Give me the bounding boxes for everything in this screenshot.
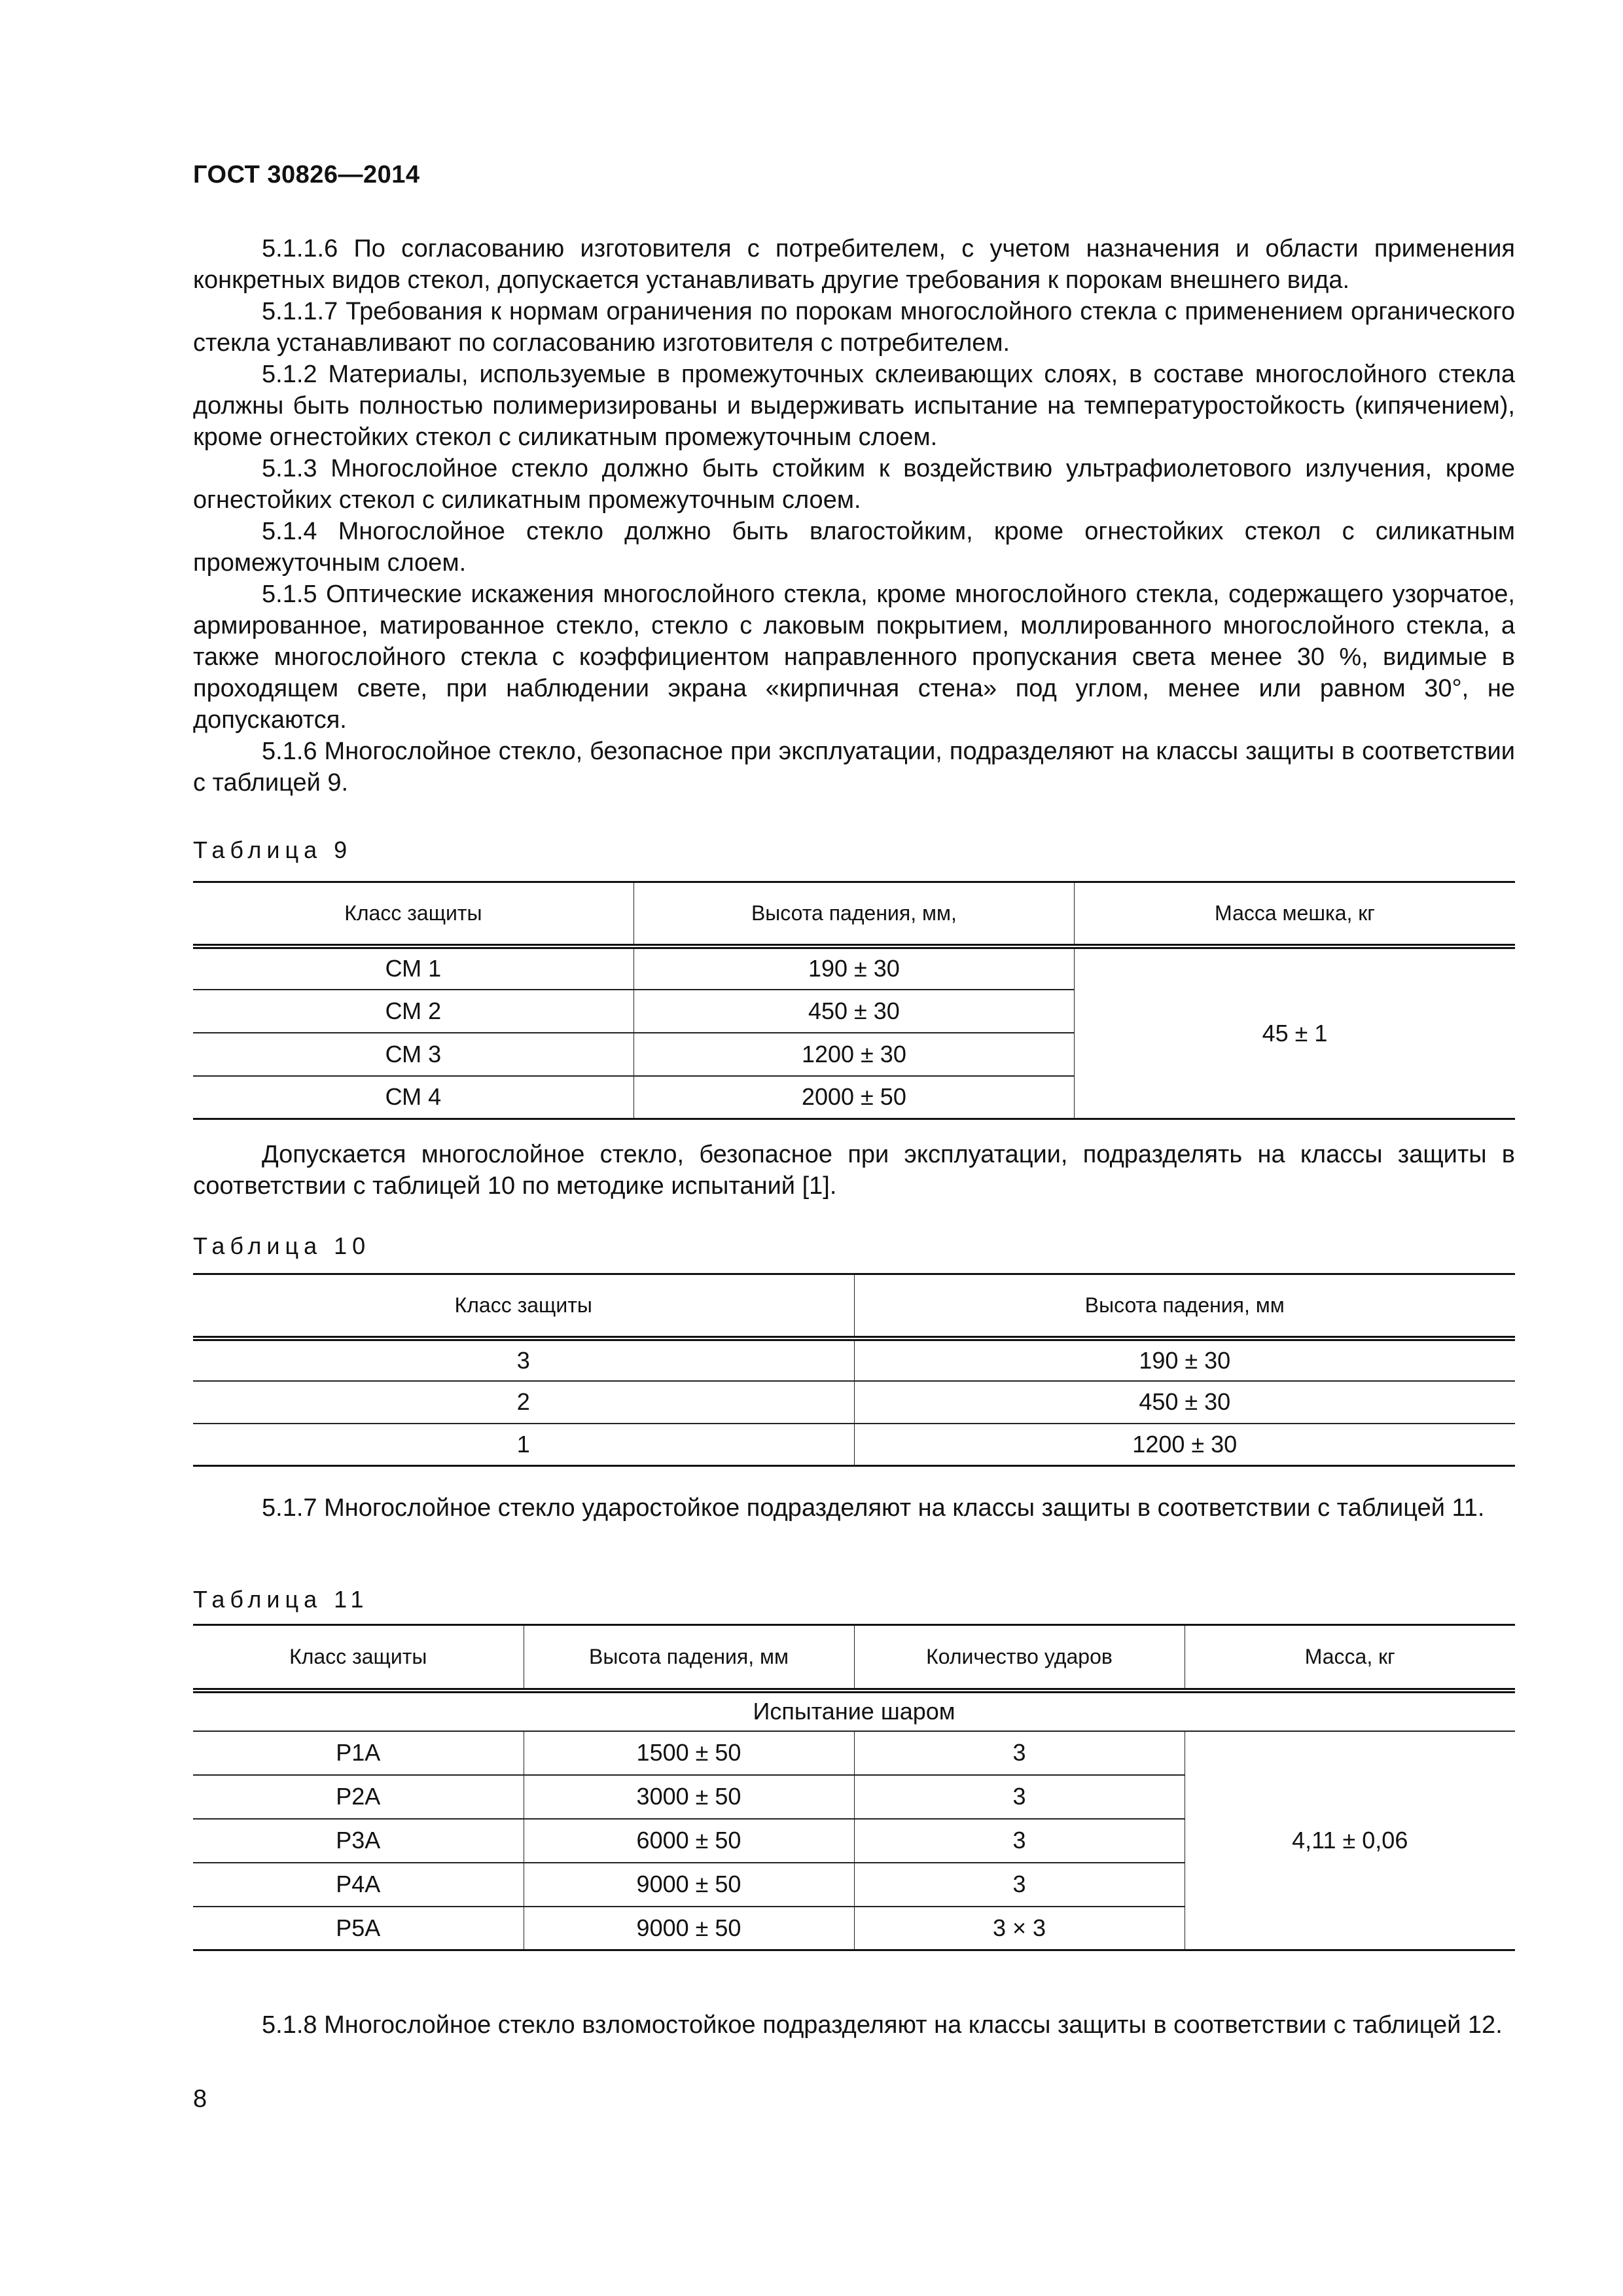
table-11-cell-class: Р4А bbox=[193, 1863, 524, 1907]
table-9-cell-class: СМ 1 bbox=[193, 946, 633, 990]
table-11-cell-class: Р2А bbox=[193, 1775, 524, 1819]
table-11-header-mass: Масса, кг bbox=[1185, 1625, 1515, 1691]
section-text-5-1-8 bbox=[193, 2009, 1515, 2041]
paragraph-5-1-3: 5.1.3 Многослойное стекло должно быть стойким к воздействию ультрафиолетового излучения, кроме огнестойких стекол с силикатным промежуточным слоем. bbox=[193, 455, 1515, 514]
table-10 bbox=[193, 1273, 1515, 1467]
paragraph-5-1-2: 5.1.2 Материалы, используемые в промежуточных склеивающих слоях, в составе многослойного стекла должны быть полностью полимеризированы и выдерживать испытание на температуростойкость (кипячением), кроме огнестойких стекол с силикатным промежуточным слоем. bbox=[193, 361, 1515, 451]
table-10-cell-height: 190 ± 30 bbox=[854, 1338, 1515, 1381]
table-9-cell-height: 190 ± 30 bbox=[633, 946, 1074, 990]
table-10-cell-class: 1 bbox=[193, 1424, 854, 1466]
table-9-cell-height: 1200 ± 30 bbox=[633, 1033, 1074, 1076]
table-11-cell-mass: 4,11 ± 0,06 bbox=[1185, 1731, 1515, 1950]
section-text-5-1-7 bbox=[193, 1492, 1515, 1524]
section-text-top bbox=[193, 233, 1515, 798]
table-11-header-height: Высота падения, мм bbox=[524, 1625, 854, 1691]
table-9-cell-mass: 45 ± 1 bbox=[1075, 946, 1515, 1119]
table-11-section-ball-test: Испытание шаром bbox=[193, 1691, 1515, 1731]
table-11-cell-height: 6000 ± 50 bbox=[524, 1819, 854, 1863]
table-11-cell-impacts: 3 bbox=[854, 1863, 1185, 1907]
table-row bbox=[193, 946, 1515, 990]
document-header: ГОСТ 30826—2014 bbox=[193, 161, 420, 188]
table-11-cell-height: 9000 ± 50 bbox=[524, 1863, 854, 1907]
table-11-cell-class: Р5А bbox=[193, 1907, 524, 1950]
table-9-cell-class: СМ 2 bbox=[193, 990, 633, 1033]
table-11-cell-height: 3000 ± 50 bbox=[524, 1775, 854, 1819]
table-row bbox=[193, 1424, 1515, 1466]
page-number: 8 bbox=[193, 2085, 207, 2113]
table-10-cell-class: 2 bbox=[193, 1381, 854, 1424]
table-11-caption: Таблица 11 bbox=[193, 1586, 369, 1613]
table-9-header-mass: Масса мешка, кг bbox=[1075, 882, 1515, 946]
table-9 bbox=[193, 881, 1515, 1120]
table-9-header-height: Высота падения, мм, bbox=[633, 882, 1074, 946]
table-9-cell-class: СМ 3 bbox=[193, 1033, 633, 1076]
table-row bbox=[193, 1731, 1515, 1775]
table-11-cell-height: 1500 ± 50 bbox=[524, 1731, 854, 1775]
table-9-cell-height: 450 ± 30 bbox=[633, 990, 1074, 1033]
table-section-row bbox=[193, 1691, 1515, 1731]
table-11-cell-impacts: 3 × 3 bbox=[854, 1907, 1185, 1950]
table-10-header-height: Высота падения, мм bbox=[854, 1274, 1515, 1338]
paragraph-5-1-1-7: 5.1.1.7 Требования к нормам ограничения по порокам многослойного стекла с применением органического стекла устанавливают по согласованию изготовителя с потребителем. bbox=[193, 298, 1515, 357]
table-10-cell-height: 1200 ± 30 bbox=[854, 1424, 1515, 1466]
table-10-cell-class: 3 bbox=[193, 1338, 854, 1381]
table-9-cell-height: 2000 ± 50 bbox=[633, 1076, 1074, 1119]
table-11-header-impacts: Количество ударов bbox=[854, 1625, 1185, 1691]
paragraph-5-1-1-6: 5.1.1.6 По согласованию изготовителя с потребителем, с учетом назначения и области применения конкретных видов стекол, допускается устанавливать другие требования к порокам внешнего вида. bbox=[193, 235, 1515, 294]
paragraph-5-1-7: 5.1.7 Многослойное стекло ударостойкое подразделяют на классы защиты в соответствии с таблицей 11. bbox=[262, 1494, 1485, 1522]
section-text-after-table-9 bbox=[193, 1139, 1515, 1202]
paragraph-5-1-4: 5.1.4 Многослойное стекло должно быть влагостойким, кроме огнестойких стекол с силикатным промежуточным слоем. bbox=[193, 518, 1515, 577]
table-row bbox=[193, 1381, 1515, 1424]
paragraph-5-1-5: 5.1.5 Оптические искажения многослойного стекла, кроме многослойного стекла, содержащего узорчатое, армированное, матированное стекло, стекло с лаковым покрытием, моллированного многослойного стекла, а также многослойного стекла с коэффициентом направленного пропускания света менее 30 %, видимые в проходящем свете, при наблюдении экрана «кирпичная стена» под углом, менее или равном 30°, не допускаются. bbox=[193, 581, 1515, 734]
table-11-cell-class: Р3А bbox=[193, 1819, 524, 1863]
table-9-cell-class: СМ 4 bbox=[193, 1076, 633, 1119]
table-11 bbox=[193, 1624, 1515, 1951]
table-11-cell-impacts: 3 bbox=[854, 1775, 1185, 1819]
table-11-cell-impacts: 3 bbox=[854, 1731, 1185, 1775]
paragraph-table-10-ref: Допускается многослойное стекло, безопасное при эксплуатации, подразделять на классы защиты в соответствии с таблицей 10 по методике испытаний [1]. bbox=[193, 1141, 1515, 1200]
table-9-header-class: Класс защиты bbox=[193, 882, 633, 946]
table-9-caption: Таблица 9 bbox=[193, 836, 353, 863]
paragraph-5-1-6: 5.1.6 Многослойное стекло, безопасное при эксплуатации, подразделяют на классы защиты в соответствии с таблицей 9. bbox=[193, 738, 1515, 797]
table-11-cell-impacts: 3 bbox=[854, 1819, 1185, 1863]
table-11-cell-height: 9000 ± 50 bbox=[524, 1907, 854, 1950]
paragraph-5-1-8: 5.1.8 Многослойное стекло взломостойкое подразделяют на классы защиты в соответствии с таблицей 12. bbox=[262, 2011, 1503, 2039]
table-11-cell-class: Р1А bbox=[193, 1731, 524, 1775]
table-row bbox=[193, 1338, 1515, 1381]
table-10-caption: Таблица 10 bbox=[193, 1232, 371, 1259]
table-10-header-class: Класс защиты bbox=[193, 1274, 854, 1338]
table-10-cell-height: 450 ± 30 bbox=[854, 1381, 1515, 1424]
table-11-header-class: Класс защиты bbox=[193, 1625, 524, 1691]
